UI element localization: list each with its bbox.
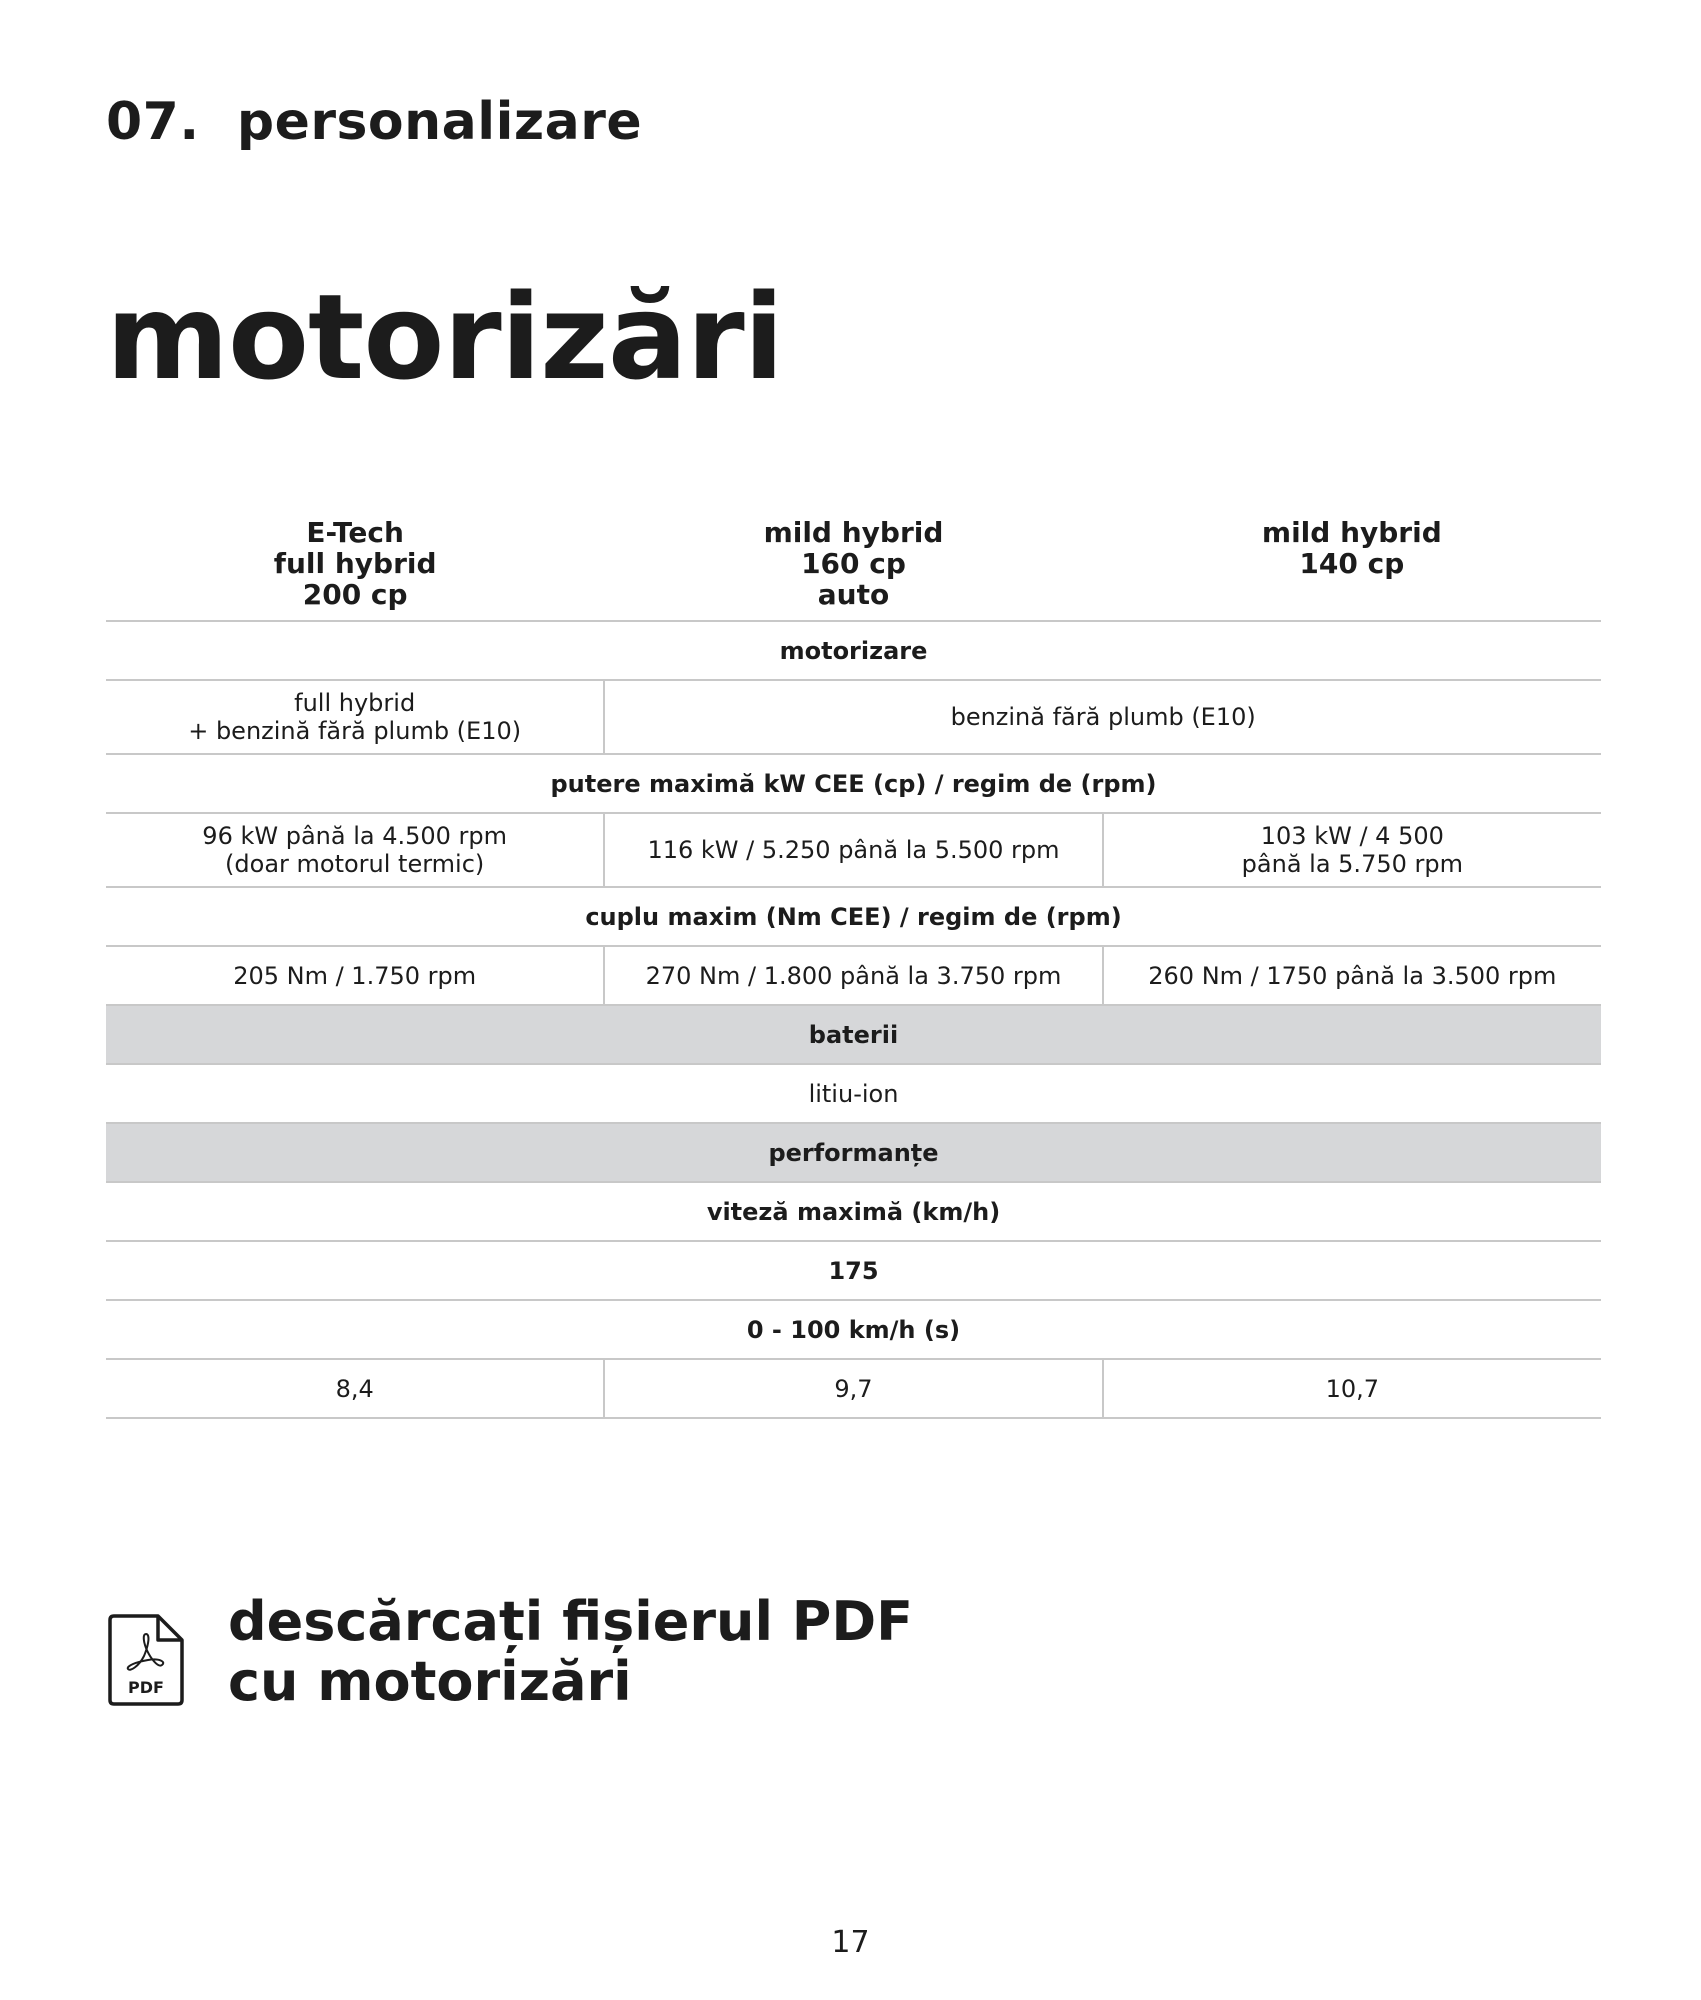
cell-line: (doar motorul termic) xyxy=(225,850,485,878)
pdf-icon-label: PDF xyxy=(128,1678,164,1697)
column-header-line: mild hybrid xyxy=(763,516,944,549)
table-row xyxy=(106,946,1601,1005)
putere-mild-140-cell xyxy=(1103,813,1601,887)
putere-etech-cell xyxy=(106,813,604,887)
column-header-line: 200 cp xyxy=(302,578,408,611)
column-header-line: mild hybrid xyxy=(1261,516,1442,549)
motorizare-label: motorizare xyxy=(106,621,1601,680)
motorizare-mild-hybrid-cell: benzină fără plumb (E10) xyxy=(604,680,1601,754)
cuplu-mild-160-cell: 270 Nm / 1.800 până la 3.750 rpm xyxy=(604,946,1102,1005)
viteza-label: viteză maximă (km/h) xyxy=(106,1182,1601,1241)
cell-line: 96 kW până la 4.500 rpm xyxy=(202,822,508,850)
cell-line: 103 kW / 4 500 xyxy=(1260,822,1444,850)
cell-line: până la 5.750 rpm xyxy=(1241,850,1463,878)
table-row xyxy=(106,1182,1601,1241)
table-section-row xyxy=(106,1123,1601,1182)
performante-label: performanțe xyxy=(106,1123,1601,1182)
download-pdf-text[interactable] xyxy=(228,1592,913,1712)
column-header-line: 140 cp xyxy=(1299,547,1405,580)
table-row xyxy=(106,887,1601,946)
table-row xyxy=(106,1359,1601,1418)
putere-label: putere maximă kW CEE (cp) / regim de (rpm) xyxy=(106,754,1601,813)
engine-spec-table xyxy=(106,515,1601,1419)
pdf-file-icon[interactable] xyxy=(106,1612,186,1708)
table-row xyxy=(106,680,1601,754)
column-header-mild-hybrid-140 xyxy=(1103,515,1601,621)
table-header-row xyxy=(106,515,1601,621)
table-section-row xyxy=(106,1005,1601,1064)
table-row xyxy=(106,1300,1601,1359)
table-row xyxy=(106,1241,1601,1300)
column-header-line: 160 cp xyxy=(801,547,906,580)
column-header-etech xyxy=(106,515,604,621)
section-number: 07. xyxy=(106,92,200,152)
cell-line: + benzină fără plumb (E10) xyxy=(188,717,522,745)
table-row xyxy=(106,813,1601,887)
page-title: motorizări xyxy=(106,268,784,406)
acceleratie-label: 0 - 100 km/h (s) xyxy=(106,1300,1601,1359)
cuplu-mild-140-cell: 260 Nm / 1750 până la 3.500 rpm xyxy=(1103,946,1601,1005)
column-header-line: full hybrid xyxy=(273,547,437,580)
table-row xyxy=(106,1064,1601,1123)
section-name: personalizare xyxy=(236,92,643,152)
table-row xyxy=(106,754,1601,813)
column-header-line: auto xyxy=(817,578,890,611)
column-header-line: E-Tech xyxy=(306,516,404,549)
section-title xyxy=(106,92,642,152)
putere-mild-160-cell: 116 kW / 5.250 până la 5.500 rpm xyxy=(604,813,1102,887)
cell-line: full hybrid xyxy=(294,689,416,717)
acceleratie-mild-140-cell: 10,7 xyxy=(1103,1359,1601,1418)
table-row xyxy=(106,621,1601,680)
acceleratie-mild-160-cell: 9,7 xyxy=(604,1359,1102,1418)
download-pdf-link[interactable] xyxy=(106,1592,913,1712)
viteza-value: 175 xyxy=(106,1241,1601,1300)
column-header-mild-hybrid-160 xyxy=(604,515,1102,621)
acceleratie-etech-cell: 8,4 xyxy=(106,1359,604,1418)
cuplu-label: cuplu maxim (Nm CEE) / regim de (rpm) xyxy=(106,887,1601,946)
baterii-label: baterii xyxy=(106,1005,1601,1064)
download-line-2[interactable]: cu motorizări xyxy=(228,1650,632,1713)
download-line-1[interactable]: descărcați fișierul PDF xyxy=(228,1590,914,1653)
baterii-value: litiu-ion xyxy=(106,1064,1601,1123)
motorizare-etech-cell xyxy=(106,680,604,754)
cuplu-etech-cell: 205 Nm / 1.750 rpm xyxy=(106,946,604,1005)
page-number: 17 xyxy=(831,1925,870,1960)
